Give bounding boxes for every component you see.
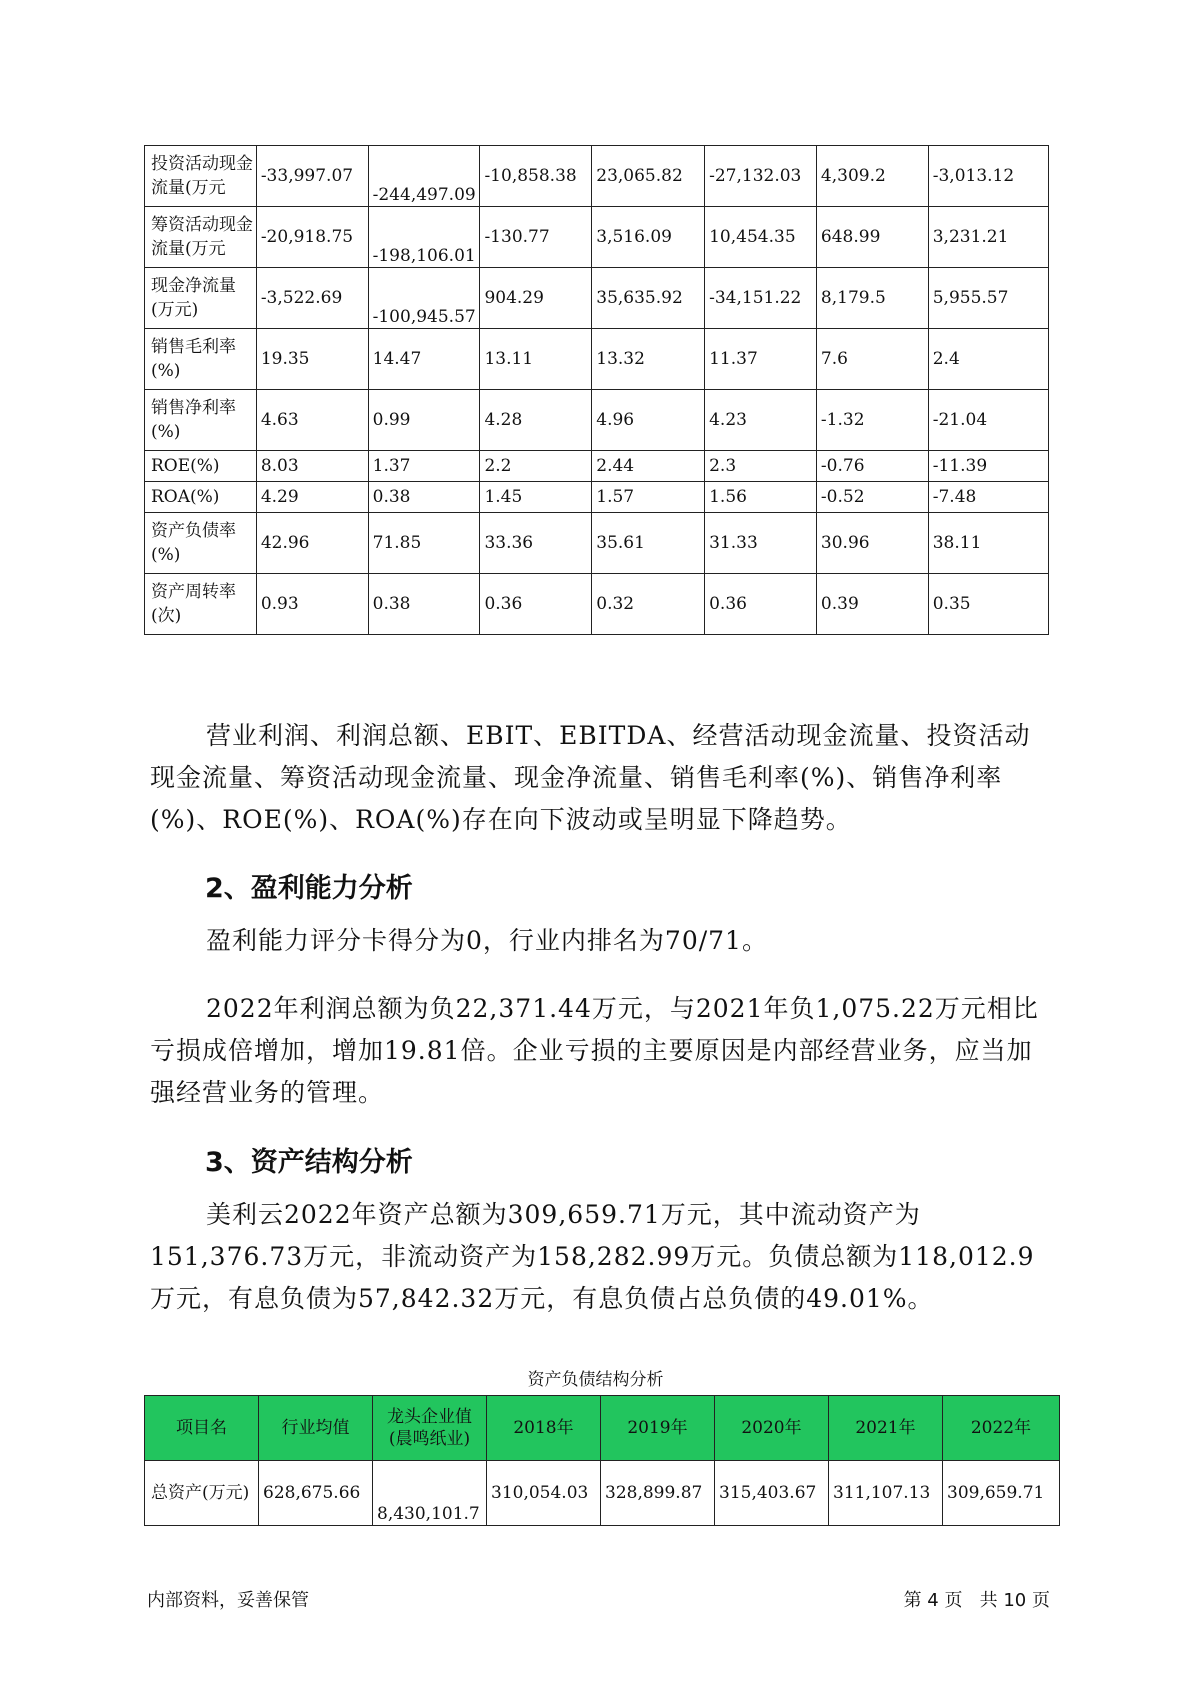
table-cell: 648.99 bbox=[816, 207, 928, 268]
table-cell: 904.29 bbox=[480, 268, 592, 329]
row-label: 总资产(万元) bbox=[145, 1461, 259, 1526]
table-cell: -3,013.12 bbox=[928, 146, 1048, 207]
row-label: 销售毛利率(%) bbox=[145, 329, 257, 390]
table-cell: 2.4 bbox=[928, 329, 1048, 390]
table-cell: 0.36 bbox=[705, 574, 817, 635]
table-row bbox=[145, 390, 1049, 451]
table-cell: 1.56 bbox=[705, 482, 817, 513]
table-cell: 4.23 bbox=[705, 390, 817, 451]
table-cell: -27,132.03 bbox=[705, 146, 817, 207]
table-cell: 14.47 bbox=[368, 329, 480, 390]
row-label: ROA(%) bbox=[145, 482, 257, 513]
table-cell: -10,858.38 bbox=[480, 146, 592, 207]
table-row bbox=[145, 146, 1049, 207]
table-cell: -130.77 bbox=[480, 207, 592, 268]
table-cell: -0.76 bbox=[816, 451, 928, 482]
table-cell: 328,899.87 bbox=[601, 1461, 715, 1526]
table-row bbox=[145, 451, 1049, 482]
table-cell: 35,635.92 bbox=[592, 268, 705, 329]
column-header: 项目名 bbox=[145, 1396, 259, 1461]
table-header-row bbox=[145, 1396, 1060, 1461]
footer-confidential-note: 内部资料，妥善保管 bbox=[147, 1590, 309, 1611]
financial-indicators-table bbox=[144, 145, 1049, 635]
table-cell: 0.93 bbox=[256, 574, 368, 635]
profit-score-paragraph: 盈利能力评分卡得分为0，行业内排名为70/71。 bbox=[206, 926, 768, 955]
column-header: 2022年 bbox=[943, 1396, 1060, 1461]
table-cell: 10,454.35 bbox=[705, 207, 817, 268]
table-cell: -21.04 bbox=[928, 390, 1048, 451]
table-cell: 4.96 bbox=[592, 390, 705, 451]
table-row bbox=[145, 268, 1049, 329]
row-label: 筹资活动现金流量(万元 bbox=[145, 207, 257, 268]
column-header: 龙头企业值(晨鸣纸业) bbox=[373, 1396, 487, 1461]
table-row bbox=[145, 207, 1049, 268]
table-cell: -100,945.57 bbox=[368, 268, 480, 329]
table-cell: 5,955.57 bbox=[928, 268, 1048, 329]
asset-liability-table bbox=[144, 1395, 1060, 1526]
table-cell: 2.2 bbox=[480, 451, 592, 482]
column-header: 2019年 bbox=[601, 1396, 715, 1461]
table-cell: 42.96 bbox=[256, 513, 368, 574]
table-cell: 311,107.13 bbox=[829, 1461, 943, 1526]
row-label: 销售净利率(%) bbox=[145, 390, 257, 451]
table-cell: 3,231.21 bbox=[928, 207, 1048, 268]
trend-paragraph: 营业利润、利润总额、EBIT、EBITDA、经营活动现金流量、投资活动现金流量、筹资活动现金流量、现金净流量、销售毛利率(%)、销售净利率(%)、ROE(%)、ROA(%)存在向下波动或呈明显下降趋势。 bbox=[150, 721, 1031, 834]
table-cell: 0.38 bbox=[368, 482, 480, 513]
table-row bbox=[145, 574, 1049, 635]
table-cell: -11.39 bbox=[928, 451, 1048, 482]
table-cell: 30.96 bbox=[816, 513, 928, 574]
table-cell: 0.39 bbox=[816, 574, 928, 635]
table-cell: 4,309.2 bbox=[816, 146, 928, 207]
table-cell: -198,106.01 bbox=[368, 207, 480, 268]
table-cell: 315,403.67 bbox=[715, 1461, 829, 1526]
table-cell: 2.44 bbox=[592, 451, 705, 482]
row-label: 资产周转率(次) bbox=[145, 574, 257, 635]
table-cell: 13.32 bbox=[592, 329, 705, 390]
table-row bbox=[145, 1461, 1060, 1526]
table-cell: -33,997.07 bbox=[256, 146, 368, 207]
table-cell: -1.32 bbox=[816, 390, 928, 451]
table-cell: 8,179.5 bbox=[816, 268, 928, 329]
column-header: 2018年 bbox=[487, 1396, 601, 1461]
table-cell: 628,675.66 bbox=[259, 1461, 373, 1526]
profit-detail-paragraph: 2022年利润总额为负22,371.44万元，与2021年负1,075.22万元相比亏损成倍增加，增加19.81倍。企业亏损的主要原因是内部经营业务，应当加强经营业务的管理。 bbox=[150, 994, 1039, 1107]
table-cell: 2.3 bbox=[705, 451, 817, 482]
table-cell: 3,516.09 bbox=[592, 207, 705, 268]
table-cell: 0.38 bbox=[368, 574, 480, 635]
table-cell: -244,497.09 bbox=[368, 146, 480, 207]
table-cell: 13.11 bbox=[480, 329, 592, 390]
table-cell: 8.03 bbox=[256, 451, 368, 482]
table-cell: 4.63 bbox=[256, 390, 368, 451]
row-label: ROE(%) bbox=[145, 451, 257, 482]
column-header: 2021年 bbox=[829, 1396, 943, 1461]
table-cell: 1.37 bbox=[368, 451, 480, 482]
table-cell: 71.85 bbox=[368, 513, 480, 574]
table-cell: -3,522.69 bbox=[256, 268, 368, 329]
table-cell: 1.57 bbox=[592, 482, 705, 513]
table-row bbox=[145, 482, 1049, 513]
section-heading-asset-structure: 3、资产结构分析 bbox=[205, 1147, 413, 1178]
column-header: 2020年 bbox=[715, 1396, 829, 1461]
table-caption: 资产负债结构分析 bbox=[527, 1370, 664, 1390]
table-cell: 38.11 bbox=[928, 513, 1048, 574]
asset-detail-paragraph: 美利云2022年资产总额为309,659.71万元，其中流动资产为151,376.73万元，非流动资产为158,282.99万元。负债总额为118,012.9万元，有息负债为57,842.32万元，有息负债占总负债的49.01%。 bbox=[150, 1200, 1035, 1313]
table-cell: 11.37 bbox=[705, 329, 817, 390]
row-label: 投资活动现金流量(万元 bbox=[145, 146, 257, 207]
table-cell: 35.61 bbox=[592, 513, 705, 574]
table-cell: 4.29 bbox=[256, 482, 368, 513]
table-cell: 0.32 bbox=[592, 574, 705, 635]
row-label: 资产负债率(%) bbox=[145, 513, 257, 574]
table-cell: 0.35 bbox=[928, 574, 1048, 635]
table-cell: 23,065.82 bbox=[592, 146, 705, 207]
row-label: 现金净流量(万元) bbox=[145, 268, 257, 329]
table-cell: -7.48 bbox=[928, 482, 1048, 513]
table-cell: 0.36 bbox=[480, 574, 592, 635]
table-cell: 33.36 bbox=[480, 513, 592, 574]
table-cell: 310,054.03 bbox=[487, 1461, 601, 1526]
table-cell: -0.52 bbox=[816, 482, 928, 513]
table-row bbox=[145, 513, 1049, 574]
table-cell: 309,659.71 bbox=[943, 1461, 1060, 1526]
section-heading-profitability: 2、盈利能力分析 bbox=[205, 873, 413, 904]
table-cell: 0.99 bbox=[368, 390, 480, 451]
column-header: 行业均值 bbox=[259, 1396, 373, 1461]
table-cell: 8,430,101.7 bbox=[373, 1461, 487, 1526]
table-cell: 1.45 bbox=[480, 482, 592, 513]
table-row bbox=[145, 329, 1049, 390]
table-cell: 19.35 bbox=[256, 329, 368, 390]
table-cell: -34,151.22 bbox=[705, 268, 817, 329]
footer-page-number: 第 4 页 共 10 页 bbox=[903, 1590, 1050, 1611]
table-cell: 4.28 bbox=[480, 390, 592, 451]
table-cell: 7.6 bbox=[816, 329, 928, 390]
table-cell: -20,918.75 bbox=[256, 207, 368, 268]
table-cell: 31.33 bbox=[705, 513, 817, 574]
